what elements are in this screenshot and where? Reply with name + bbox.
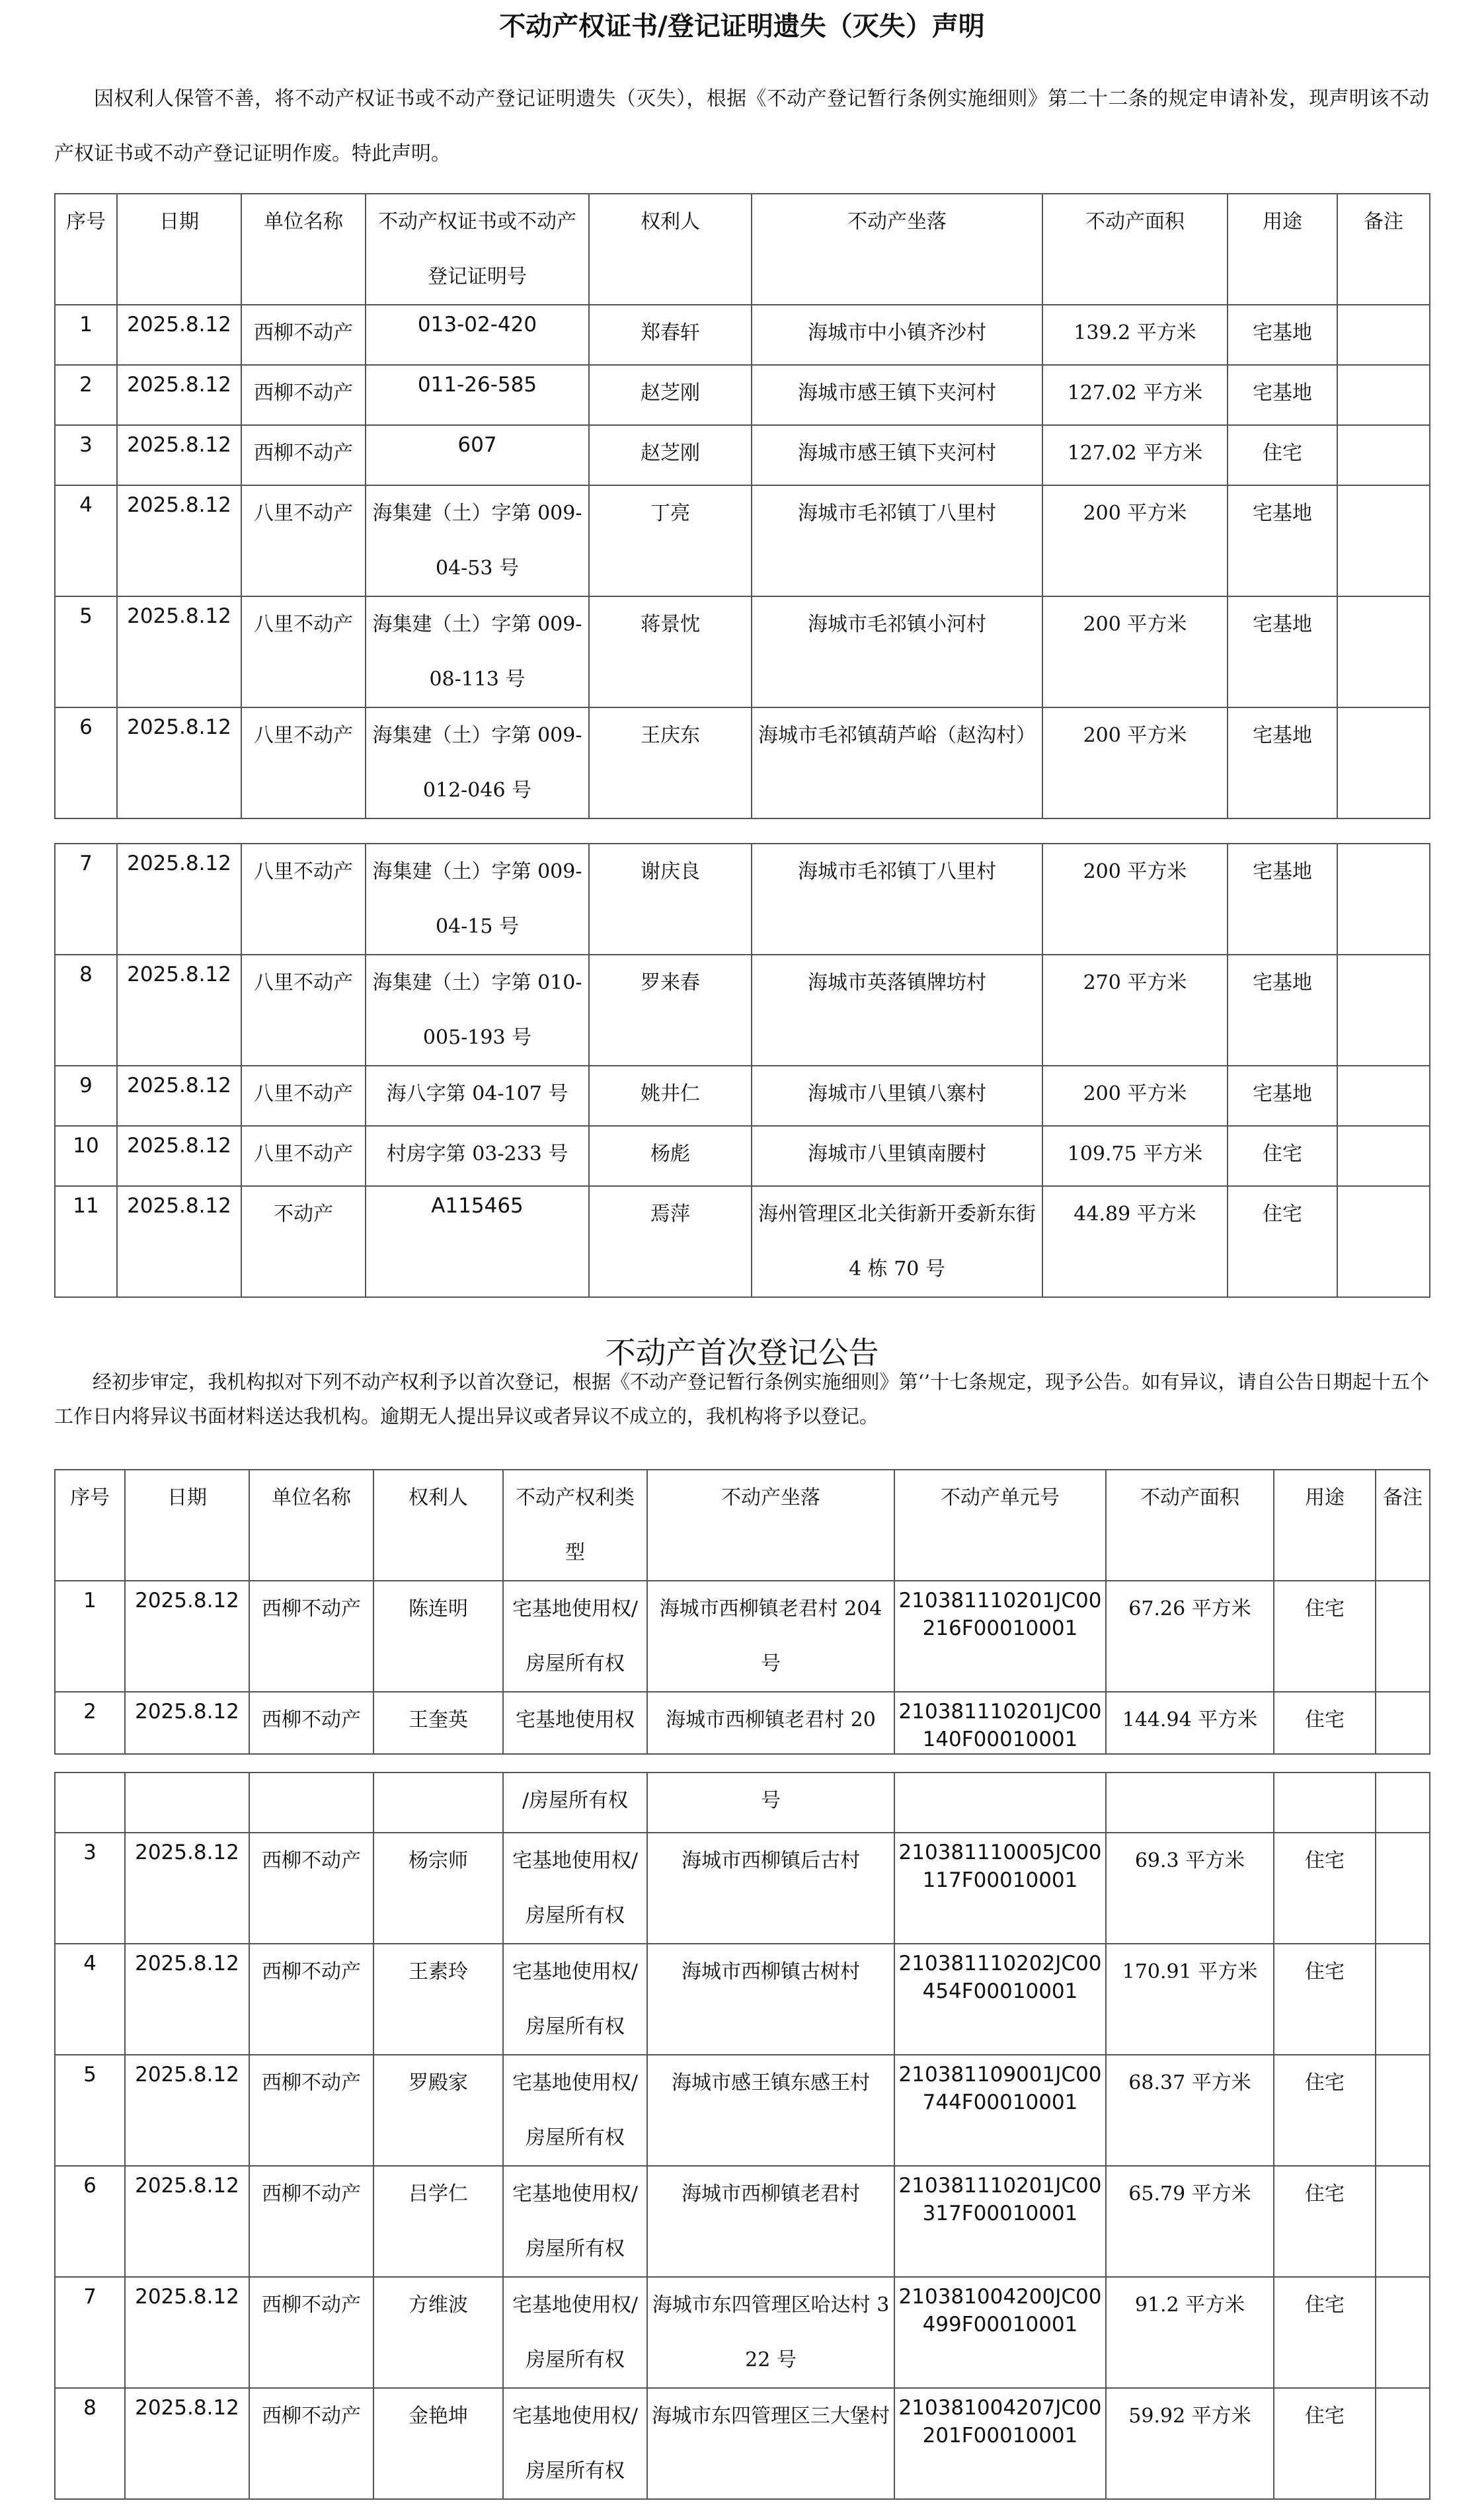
cell-unit: 八里不动产 — [241, 485, 366, 596]
cell-cert: A115465 — [366, 1186, 589, 1297]
cell-date: 2025.8.12 — [125, 2277, 249, 2388]
notice2-row — [55, 1772, 1430, 1833]
cell-owner: 杨宗师 — [373, 1833, 503, 1944]
cell-date: 2025.8.12 — [125, 2166, 249, 2277]
header-unit: 单位名称 — [249, 1470, 373, 1581]
cell-no: 5 — [55, 596, 117, 707]
cell-note — [1376, 2388, 1430, 2499]
cell-no: 7 — [55, 2277, 125, 2388]
cell-note — [1376, 2166, 1430, 2277]
cell-owner: 王奎英 — [373, 1692, 503, 1754]
cell-unit: 西柳不动产 — [249, 1944, 373, 2055]
cell-use: 住宅 — [1274, 1833, 1376, 1944]
cell-use: 宅基地 — [1228, 365, 1337, 425]
cell-area: 68.37 平方米 — [1106, 2055, 1274, 2166]
cell-owner: 罗来春 — [589, 955, 752, 1066]
cell-use: 宅基地 — [1228, 485, 1337, 596]
cell-area: 200 平方米 — [1042, 1066, 1228, 1126]
header-area: 不动产面积 — [1106, 1470, 1274, 1581]
cell-note — [1337, 707, 1430, 818]
cell-area: 44.89 平方米 — [1042, 1186, 1228, 1297]
cell-note — [1376, 1944, 1430, 2055]
cell-area: 139.2 平方米 — [1042, 305, 1228, 365]
cell-area: 200 平方米 — [1042, 596, 1228, 707]
header-no: 序号 — [55, 1470, 125, 1581]
notice1-table-a — [54, 193, 1430, 819]
cell-owner: 王素玲 — [373, 1944, 503, 2055]
notice1-row — [55, 1066, 1430, 1126]
cell-owner: 焉萍 — [589, 1186, 752, 1297]
cell-date: 2025.8.12 — [125, 1581, 249, 1692]
cell-no: 6 — [55, 2166, 125, 2277]
notice1-row — [55, 485, 1430, 596]
header-location: 不动产坐落 — [647, 1470, 894, 1581]
cell-note — [1376, 1833, 1430, 1944]
notice2-row — [55, 1944, 1430, 2055]
cell-unit — [249, 1772, 373, 1833]
header-location: 不动产坐落 — [752, 194, 1042, 305]
cell-unit: 八里不动产 — [241, 707, 366, 818]
notice2-row — [55, 2055, 1430, 2166]
cell-owner: 郑春轩 — [589, 305, 752, 365]
cell-area: 200 平方米 — [1042, 707, 1228, 818]
notice1-row — [55, 707, 1430, 818]
cell-type: 宅基地使用权/房屋所有权 — [503, 1944, 647, 2055]
cell-unit: 西柳不动产 — [249, 1692, 373, 1754]
cell-location: 海城市中小镇齐沙村 — [752, 305, 1042, 365]
cell-unitno: 210381110201JC00140F00010001 — [894, 1692, 1106, 1754]
cell-unitno: 210381004207JC00201F00010001 — [894, 2388, 1106, 2499]
cell-note — [1337, 1126, 1430, 1186]
header-date: 日期 — [117, 194, 241, 305]
cell-no: 8 — [55, 2388, 125, 2499]
cell-unit: 西柳不动产 — [241, 365, 366, 425]
cell-owner: 方维波 — [373, 2277, 503, 2388]
cell-unit: 西柳不动产 — [249, 2277, 373, 2388]
cell-unit: 西柳不动产 — [241, 305, 366, 365]
cell-area — [1106, 1772, 1274, 1833]
cell-type: 宅基地使用权/房屋所有权 — [503, 2388, 647, 2499]
cell-use: 住宅 — [1228, 425, 1337, 485]
cell-unitno: 210381110005JC00117F00010001 — [894, 1833, 1106, 1944]
cell-area: 127.02 平方米 — [1042, 425, 1228, 485]
cell-use: 住宅 — [1274, 2166, 1376, 2277]
header-type: 不动产权利类型 — [503, 1470, 647, 1581]
cell-no: 11 — [55, 1186, 117, 1297]
cell-area: 170.91 平方米 — [1106, 1944, 1274, 2055]
header-note: 备注 — [1376, 1470, 1430, 1581]
cell-type: 宅基地使用权/房屋所有权 — [503, 2277, 647, 2388]
cell-area: 270 平方米 — [1042, 955, 1228, 1066]
cell-owner: 王庆东 — [589, 707, 752, 818]
notice2-paragraph: 经初步审定，我机构拟对下列不动产权利予以首次登记，根据《不动产登记暂行条例实施细则》第‘’十七条规定，现予公告。如有异议，请自公告日期起十五个工作日内将异议书面材料送达我机构。逾期无人提出异议或者异议不成立的，我机构将予以登记。 — [54, 1371, 1429, 1427]
cell-date: 2025.8.12 — [117, 305, 241, 365]
cell-unit: 八里不动产 — [241, 1066, 366, 1126]
notice2-table-a — [54, 1469, 1430, 1755]
cell-date: 2025.8.12 — [125, 2055, 249, 2166]
cell-area: 200 平方米 — [1042, 844, 1228, 955]
cell-location: 海城市八里镇南腰村 — [752, 1126, 1042, 1186]
cell-type: 宅基地使用权/房屋所有权 — [503, 2166, 647, 2277]
cell-date: 2025.8.12 — [125, 1692, 249, 1754]
cell-owner: 杨彪 — [589, 1126, 752, 1186]
cell-owner: 谢庆良 — [589, 844, 752, 955]
notice1-row — [55, 596, 1430, 707]
cell-no: 2 — [55, 365, 117, 425]
cell-note — [1376, 2277, 1430, 2388]
notice1-row — [55, 1186, 1430, 1297]
cell-note — [1337, 844, 1430, 955]
cell-use: 宅基地 — [1228, 1066, 1337, 1126]
cell-owner: 丁亮 — [589, 485, 752, 596]
cell-location: 海城市英落镇牌坊村 — [752, 955, 1042, 1066]
cell-location: 海城市毛祁镇葫芦峪（赵沟村） — [752, 707, 1042, 818]
notice2-table-b — [54, 1772, 1430, 2500]
header-owner: 权利人 — [373, 1470, 503, 1581]
cell-location: 海城市八里镇八寨村 — [752, 1066, 1042, 1126]
header-cert: 不动产权证书或不动产登记证明号 — [366, 194, 589, 305]
cell-unit: 西柳不动产 — [241, 425, 366, 485]
cell-note — [1337, 305, 1430, 365]
cell-no: 8 — [55, 955, 117, 1066]
cell-note — [1337, 425, 1430, 485]
cell-use: 住宅 — [1274, 1944, 1376, 2055]
cell-use: 宅基地 — [1228, 305, 1337, 365]
cell-owner: 姚井仁 — [589, 1066, 752, 1126]
cell-date: 2025.8.12 — [117, 844, 241, 955]
cell-location: 海城市西柳镇老君村 — [647, 2166, 894, 2277]
cell-date: 2025.8.12 — [117, 425, 241, 485]
cell-location: 海城市西柳镇古树村 — [647, 1944, 894, 2055]
cell-cert: 011-26-585 — [366, 365, 589, 425]
notice2-row — [55, 2388, 1430, 2499]
cell-date: 2025.8.12 — [117, 365, 241, 425]
cell-use: 住宅 — [1274, 2055, 1376, 2166]
cell-owner: 罗殿家 — [373, 2055, 503, 2166]
cell-use — [1274, 1772, 1376, 1833]
cell-location: 海城市西柳镇老君村 204 号 — [647, 1581, 894, 1692]
header-note: 备注 — [1337, 194, 1430, 305]
cell-owner: 陈连明 — [373, 1581, 503, 1692]
cell-cert: 海集建（土）字第 009-04-53 号 — [366, 485, 589, 596]
cell-cert: 海集建（土）字第 009-08-113 号 — [366, 596, 589, 707]
cell-date: 2025.8.12 — [117, 485, 241, 596]
cell-no: 1 — [55, 1581, 125, 1692]
cell-note — [1337, 485, 1430, 596]
cell-date: 2025.8.12 — [117, 1126, 241, 1186]
cell-unitno: 210381109001JC00744F00010001 — [894, 2055, 1106, 2166]
cell-date: 2025.8.12 — [125, 2388, 249, 2499]
cell-use: 宅基地 — [1228, 955, 1337, 1066]
cell-owner: 蒋景忱 — [589, 596, 752, 707]
notice2-row — [55, 1833, 1430, 1944]
cell-area: 109.75 平方米 — [1042, 1126, 1228, 1186]
cell-unit: 西柳不动产 — [249, 2055, 373, 2166]
header-area: 不动产面积 — [1042, 194, 1228, 305]
cell-no — [55, 1772, 125, 1833]
cell-note — [1376, 1772, 1430, 1833]
cell-unit: 西柳不动产 — [249, 1581, 373, 1692]
cell-no: 4 — [55, 485, 117, 596]
cell-unitno: 210381004200JC00499F00010001 — [894, 2277, 1106, 2388]
notice2-row — [55, 1581, 1430, 1692]
cell-use: 宅基地 — [1228, 707, 1337, 818]
notice1-row — [55, 1126, 1430, 1186]
header-unit: 单位名称 — [241, 194, 366, 305]
cell-type: /房屋所有权 — [503, 1772, 647, 1833]
cell-date: 2025.8.12 — [117, 1066, 241, 1126]
cell-no: 3 — [55, 1833, 125, 1944]
cell-note — [1376, 1692, 1430, 1754]
cell-unit: 西柳不动产 — [249, 2166, 373, 2277]
cell-owner: 赵芝刚 — [589, 425, 752, 485]
cell-unit: 西柳不动产 — [249, 2388, 373, 2499]
cell-area: 65.79 平方米 — [1106, 2166, 1274, 2277]
notice1-title: 不动产权证书/登记证明遗失（灭失）声明 — [499, 11, 985, 42]
cell-no: 4 — [55, 1944, 125, 2055]
notice1-row — [55, 365, 1430, 425]
cell-owner — [373, 1772, 503, 1833]
notice1-paragraph: 因权利人保管不善，将不动产权证书或不动产登记证明遗失（灭失），根据《不动产登记暂行条例实施细则》第二十二条的规定申请补发，现声明该不动产权证书或不动产登记证明作废。特此声明。 — [54, 87, 1429, 165]
cell-location: 海城市毛祁镇丁八里村 — [752, 844, 1042, 955]
cell-date: 2025.8.12 — [117, 707, 241, 818]
cell-date: 2025.8.12 — [117, 955, 241, 1066]
cell-unit: 八里不动产 — [241, 955, 366, 1066]
header-use: 用途 — [1228, 194, 1337, 305]
notice1-row — [55, 844, 1430, 955]
cell-date: 2025.8.12 — [125, 1944, 249, 2055]
cell-location: 海城市感王镇下夹河村 — [752, 425, 1042, 485]
cell-note — [1337, 1186, 1430, 1297]
cell-location: 海城市感王镇东感王村 — [647, 2055, 894, 2166]
cell-unitno — [894, 1772, 1106, 1833]
cell-area: 144.94 平方米 — [1106, 1692, 1274, 1754]
cell-no: 1 — [55, 305, 117, 365]
cell-no: 2 — [55, 1692, 125, 1754]
cell-no: 3 — [55, 425, 117, 485]
cell-cert: 村房字第 03-233 号 — [366, 1126, 589, 1186]
cell-location: 海城市毛祁镇丁八里村 — [752, 485, 1042, 596]
cell-cert: 海八字第 04-107 号 — [366, 1066, 589, 1126]
cell-date — [125, 1772, 249, 1833]
cell-area: 91.2 平方米 — [1106, 2277, 1274, 2388]
header-use: 用途 — [1274, 1470, 1376, 1581]
cell-date: 2025.8.12 — [125, 1833, 249, 1944]
cell-type: 宅基地使用权/房屋所有权 — [503, 1581, 647, 1692]
cell-note — [1376, 2055, 1430, 2166]
cell-location: 海城市感王镇下夹河村 — [752, 365, 1042, 425]
cell-use: 住宅 — [1228, 1186, 1337, 1297]
cell-note — [1376, 1581, 1430, 1692]
cell-note — [1337, 365, 1430, 425]
cell-unitno: 210381110201JC00317F00010001 — [894, 2166, 1106, 2277]
cell-no: 10 — [55, 1126, 117, 1186]
cell-area: 59.92 平方米 — [1106, 2388, 1274, 2499]
cell-no: 9 — [55, 1066, 117, 1126]
cell-no: 6 — [55, 707, 117, 818]
cell-date: 2025.8.12 — [117, 1186, 241, 1297]
cell-use: 住宅 — [1228, 1126, 1337, 1186]
cell-location: 海城市西柳镇后古村 — [647, 1833, 894, 1944]
notice2-row — [55, 2166, 1430, 2277]
cell-use: 住宅 — [1274, 1581, 1376, 1692]
header-unitno: 不动产单元号 — [894, 1470, 1106, 1581]
header-date: 日期 — [125, 1470, 249, 1581]
cell-use: 住宅 — [1274, 2277, 1376, 2388]
cell-use: 宅基地 — [1228, 596, 1337, 707]
cell-area: 67.26 平方米 — [1106, 1581, 1274, 1692]
cell-type: 宅基地使用权 — [503, 1692, 647, 1754]
cell-location: 号 — [647, 1772, 894, 1833]
notice1-table-b — [54, 843, 1430, 1298]
cell-unit: 八里不动产 — [241, 596, 366, 707]
cell-area: 200 平方米 — [1042, 485, 1228, 596]
notice1-row — [55, 425, 1430, 485]
cell-owner: 赵芝刚 — [589, 365, 752, 425]
cell-cert: 海集建（土）字第 009-012-046 号 — [366, 707, 589, 818]
cell-area: 69.3 平方米 — [1106, 1833, 1274, 1944]
cell-cert: 海集建（土）字第 010-005-193 号 — [366, 955, 589, 1066]
notice2-header-row — [55, 1470, 1430, 1581]
cell-type: 宅基地使用权/房屋所有权 — [503, 1833, 647, 1944]
cell-location: 海城市东四管理区三大堡村 — [647, 2388, 894, 2499]
cell-note — [1337, 955, 1430, 1066]
notice2-row — [55, 1692, 1430, 1754]
cell-cert: 013-02-420 — [366, 305, 589, 365]
cell-area: 127.02 平方米 — [1042, 365, 1228, 425]
header-owner: 权利人 — [589, 194, 752, 305]
cell-note — [1337, 596, 1430, 707]
header-no: 序号 — [55, 194, 117, 305]
cell-note — [1337, 1066, 1430, 1126]
cell-date: 2025.8.12 — [117, 596, 241, 707]
cell-cert: 海集建（土）字第 009-04-15 号 — [366, 844, 589, 955]
notice1-row — [55, 305, 1430, 365]
cell-unit: 八里不动产 — [241, 844, 366, 955]
cell-location: 海城市毛祁镇小河村 — [752, 596, 1042, 707]
cell-owner: 吕学仁 — [373, 2166, 503, 2277]
cell-owner: 金艳坤 — [373, 2388, 503, 2499]
cell-use: 宅基地 — [1228, 844, 1337, 955]
cell-unitno: 210381110201JC00216F00010001 — [894, 1581, 1106, 1692]
cell-location: 海城市西柳镇老君村 20 — [647, 1692, 894, 1754]
cell-unit: 西柳不动产 — [249, 1833, 373, 1944]
cell-use: 住宅 — [1274, 2388, 1376, 2499]
cell-location: 海城市东四管理区哈达村 322 号 — [647, 2277, 894, 2388]
cell-no: 5 — [55, 2055, 125, 2166]
notice1-header-row — [55, 194, 1430, 305]
notice2-row — [55, 2277, 1430, 2388]
cell-no: 7 — [55, 844, 117, 955]
cell-type: 宅基地使用权/房屋所有权 — [503, 2055, 647, 2166]
cell-use: 住宅 — [1274, 1692, 1376, 1754]
notice2-title: 不动产首次登记公告 — [605, 1335, 879, 1371]
cell-cert: 607 — [366, 425, 589, 485]
notice1-row — [55, 955, 1430, 1066]
cell-unit: 不动产 — [241, 1186, 366, 1297]
cell-unitno: 210381110202JC00454F00010001 — [894, 1944, 1106, 2055]
cell-location: 海州管理区北关街新开委新东街 4 栋 70 号 — [752, 1186, 1042, 1297]
cell-unit: 八里不动产 — [241, 1126, 366, 1186]
